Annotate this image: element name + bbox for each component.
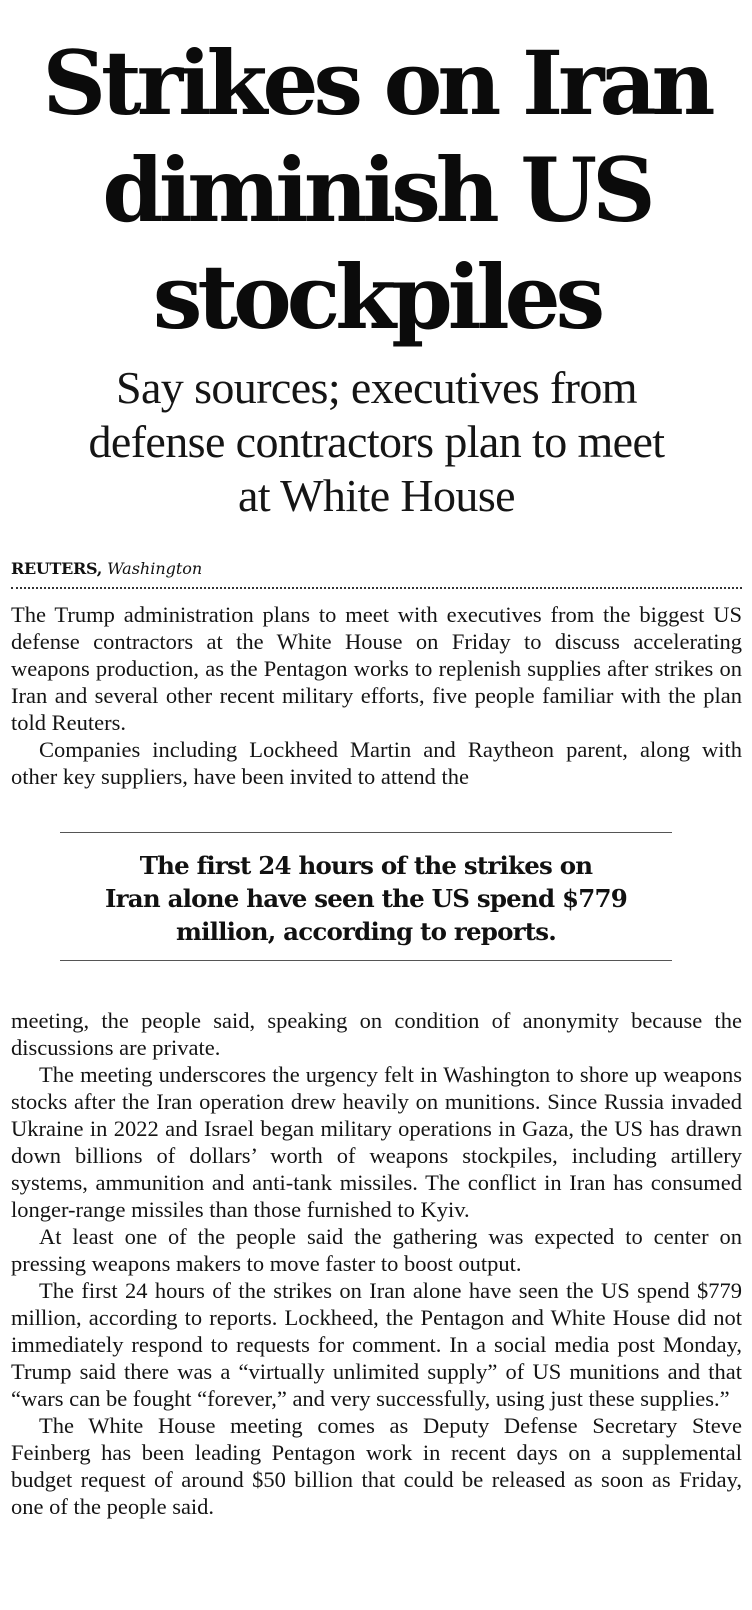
headline-line: Strikes on Iran (42, 31, 711, 135)
byline (11, 559, 742, 589)
pull-quote (60, 832, 672, 961)
pull-quote-line: Iran alone have seen the US spend $779 (105, 884, 627, 913)
body-paragraph: Companies including Lockheed Martin and Raytheon parent, along with other key suppliers, have been invited to attend the (11, 737, 742, 789)
byline-city: Washington (107, 559, 203, 578)
headline (11, 0, 742, 351)
headline-line: stockpiles (152, 245, 601, 349)
body-paragraph: The White House meeting comes as Deputy Defense Secretary Steve Feinberg has been leading Pentagon work in recent days on a supplemental budget request of around $50 billion that could be released as soon as Friday, one of the people said. (11, 1413, 742, 1519)
article-body-top (11, 601, 742, 790)
subheadline-line: defense contractors plan to meet (88, 416, 665, 467)
body-paragraph: The meeting underscores the urgency felt in Washington to shore up weapons stocks after the Iran operation drew heavily on munitions. Since Russia invaded Ukraine in 2022 and Israel began military operations in Gaza, the US has drawn down billions of dollars’ worth of weapons stockpiles, including artillery systems, ammunition and anti-tank missiles. The conflict in Iran has consumed longer-range missiles than those furnished to Kyiv. (11, 1062, 742, 1222)
headline-line: diminish US (102, 138, 651, 242)
body-paragraph: meeting, the people said, speaking on condition of anonymity because the discussions are private. (11, 1008, 742, 1060)
pull-quote-line: million, according to reports. (176, 917, 556, 946)
pull-quote-line: The first 24 hours of the strikes on (139, 851, 593, 880)
article-body-bottom (11, 1007, 742, 1520)
subheadline-line: Say sources; executives from (116, 362, 637, 413)
subheadline (11, 351, 742, 523)
byline-agency: REUTERS, (11, 559, 102, 578)
body-paragraph: The Trump administration plans to meet with executives from the biggest US defense contractors at the White House on Friday to discuss accelerating weapons production, as the Pentagon works to replenish supplies after strikes on Iran and several other recent military efforts, five people familiar with the plan told Reuters. (11, 602, 742, 735)
body-paragraph: The first 24 hours of the strikes on Iran alone have seen the US spend $779 million, according to reports. Lockheed, the Pentagon and White House did not immediately respond to requests for comment. In a social media post Monday, Trump said there was a “virtually unlimited supply” of US munitions and that “wars can be fought “forever,” and very successfully, using just these supplies.” (11, 1278, 742, 1411)
body-paragraph: At least one of the people said the gathering was expected to center on pressing weapons makers to move faster to boost output. (11, 1224, 742, 1276)
subheadline-line: at White House (238, 470, 515, 521)
